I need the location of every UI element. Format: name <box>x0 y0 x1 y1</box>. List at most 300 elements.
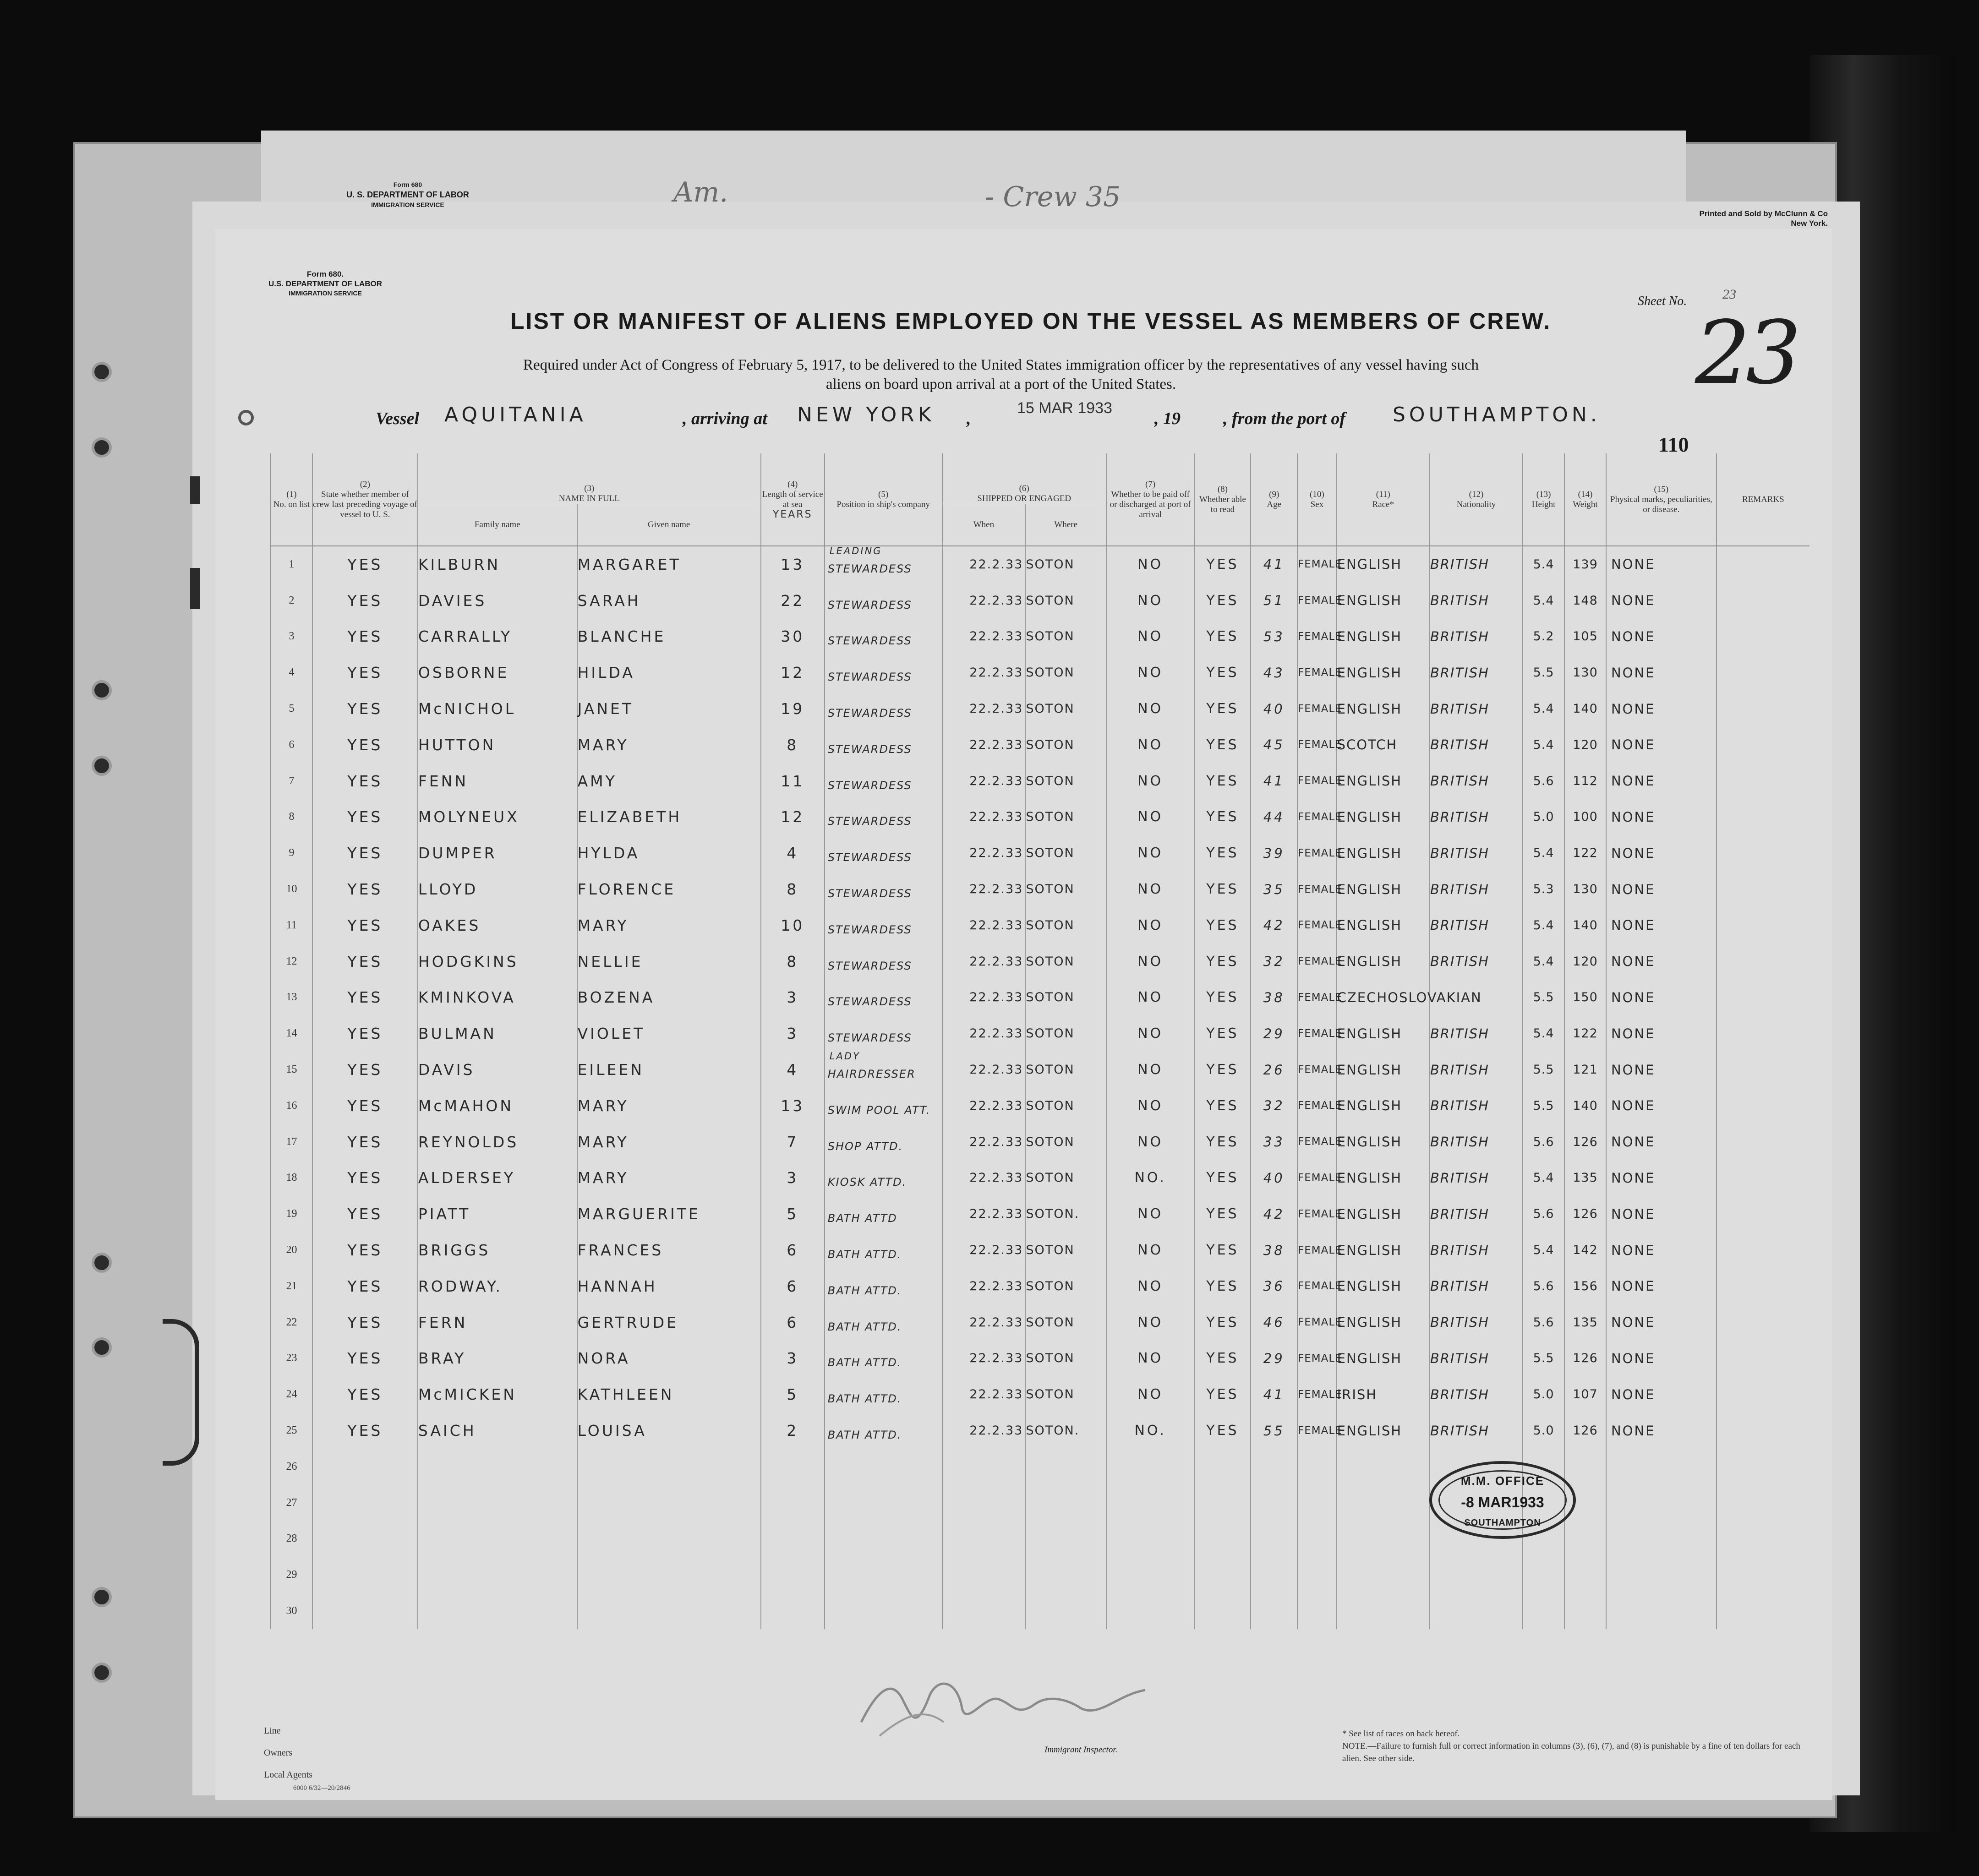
cell-able-read: YES <box>1194 619 1251 655</box>
cell-years-service: 11 <box>761 763 825 799</box>
cell-weight <box>1564 1593 1606 1629</box>
cell-family-name: HUTTON <box>418 727 577 763</box>
cell-nationality: BRITISH <box>1430 1232 1523 1268</box>
cell-years-service: 6 <box>761 1304 825 1341</box>
table-row <box>271 546 1810 583</box>
cell-given-name <box>577 1593 761 1629</box>
cell-height: 5.4 <box>1523 835 1564 871</box>
cell-given-name: LOUISA <box>577 1412 761 1449</box>
cell-race: ENGLISH <box>1337 1052 1430 1088</box>
cell-family-name: MOLYNEUX <box>418 799 577 835</box>
cell-years-service: 19 <box>761 691 825 727</box>
stamp-date: -8 MAR1933 <box>1461 1494 1544 1511</box>
cell-physical-marks <box>1606 1485 1717 1521</box>
cell-years-service: 5 <box>761 1376 825 1412</box>
cell-shipped-when: 22.2.33 <box>942 546 1026 583</box>
cell-able-read: YES <box>1194 1015 1251 1052</box>
cell-sex: FEMALE <box>1297 546 1337 583</box>
cell-physical-marks: NONE <box>1606 1015 1717 1052</box>
cell-position <box>825 1521 942 1557</box>
cell-row-number: 5 <box>271 691 312 727</box>
cell-prev-voyage: YES <box>312 1052 418 1088</box>
cell-remarks <box>1717 1376 1810 1412</box>
col-header-age: (9) Age <box>1251 453 1297 546</box>
table-row <box>271 1160 1810 1196</box>
cell-weight: 140 <box>1564 691 1606 727</box>
table-row <box>271 980 1810 1016</box>
table-row <box>271 691 1810 727</box>
position-text: BATH ATTD. <box>827 1428 902 1441</box>
cell-shipped-where: SOTON <box>1025 907 1106 943</box>
footer-owners-label: Owners <box>264 1748 293 1758</box>
position-text: BATH ATTD. <box>827 1248 902 1261</box>
cell-height: 5.5 <box>1523 1088 1564 1124</box>
cell-position <box>825 943 942 980</box>
cell-position <box>825 980 942 1016</box>
cell-years-service: 5 <box>761 1196 825 1232</box>
col-header-height: (13) Height <box>1523 453 1564 546</box>
cell-row-number: 4 <box>271 654 312 691</box>
table-row <box>271 835 1810 871</box>
cell-prev-voyage: YES <box>312 583 418 619</box>
cell-race: SCOTCH <box>1337 727 1430 763</box>
cell-height: 5.4 <box>1523 1232 1564 1268</box>
cell-age: 26 <box>1251 1052 1297 1088</box>
cell-years-service: 10 <box>761 907 825 943</box>
cell-shipped-where: SOTON <box>1025 691 1106 727</box>
cell-given-name <box>577 1557 761 1593</box>
cell-height: 5.0 <box>1523 799 1564 835</box>
cell-position <box>825 1015 942 1052</box>
cell-nationality: BRITISH <box>1430 1088 1523 1124</box>
cell-given-name: SARAH <box>577 583 761 619</box>
cell-age: 40 <box>1251 1160 1297 1196</box>
table-row <box>271 654 1810 691</box>
cell-nationality: BRITISH <box>1430 1376 1523 1412</box>
cell-given-name: MARGUERITE <box>577 1196 761 1232</box>
cell-years-service: 8 <box>761 871 825 907</box>
position-text: BATH ATTD. <box>827 1284 902 1297</box>
cell-remarks <box>1717 691 1810 727</box>
cell-paid-off: NO. <box>1106 1160 1195 1196</box>
cell-sex <box>1297 1521 1337 1557</box>
position-text: BATH ATTD <box>827 1212 897 1225</box>
cell-paid-off: NO <box>1106 691 1195 727</box>
fine-note: NOTE.—Failure to furnish full or correct information in columns (3), (6), (7), and (8) is punishable by a fine of ten dollars for each alien. See other side. <box>1342 1741 1800 1763</box>
cell-age: 32 <box>1251 943 1297 980</box>
cell-height: 5.6 <box>1523 1304 1564 1341</box>
cell-race: ENGLISH <box>1337 871 1430 907</box>
cell-row-number: 26 <box>271 1449 312 1485</box>
cell-age <box>1251 1593 1297 1629</box>
cell-given-name: AMY <box>577 763 761 799</box>
port-comma: , <box>967 409 971 428</box>
cell-paid-off: NO <box>1106 980 1195 1016</box>
cell-paid-off: NO <box>1106 583 1195 619</box>
cell-sex: FEMALE <box>1297 619 1337 655</box>
cell-position <box>825 1449 942 1485</box>
cell-row-number: 23 <box>271 1341 312 1377</box>
position-text: STEWARDESS <box>827 851 912 864</box>
inner-form-service: IMMIGRATION SERVICE <box>289 289 362 297</box>
cell-remarks <box>1717 1341 1810 1377</box>
margin-mark <box>238 410 254 425</box>
cell-given-name: EILEEN <box>577 1052 761 1088</box>
col-header-race: (11) Race* <box>1337 453 1430 546</box>
printer-note <box>1635 209 1828 228</box>
cell-able-read: YES <box>1194 799 1251 835</box>
col-header-position: (5) Position in ship's company <box>825 453 942 546</box>
cell-family-name <box>418 1485 577 1521</box>
cell-nationality: BRITISH <box>1430 907 1523 943</box>
cell-prev-voyage <box>312 1557 418 1593</box>
cell-able-read: YES <box>1194 1412 1251 1449</box>
cell-shipped-when: 22.2.33 <box>942 1304 1026 1341</box>
cell-family-name: PIATT <box>418 1196 577 1232</box>
cell-age: 36 <box>1251 1268 1297 1304</box>
cell-physical-marks: NONE <box>1606 619 1717 655</box>
table-row <box>271 1196 1810 1232</box>
cell-shipped-when: 22.2.33 <box>942 1015 1026 1052</box>
cell-race: ENGLISH <box>1337 1232 1430 1268</box>
cell-paid-off: NO <box>1106 1304 1195 1341</box>
cell-shipped-where: SOTON <box>1025 654 1106 691</box>
cell-row-number: 21 <box>271 1268 312 1304</box>
cell-height: 5.6 <box>1523 1268 1564 1304</box>
cell-race: ENGLISH <box>1337 583 1430 619</box>
cell-family-name: RODWAY. <box>418 1268 577 1304</box>
cell-given-name: MARY <box>577 1124 761 1160</box>
cell-able-read: YES <box>1194 907 1251 943</box>
cell-shipped-where <box>1025 1449 1106 1485</box>
cell-shipped-when: 22.2.33 <box>942 1268 1026 1304</box>
form-code: 6000 6/32—20/2846 <box>293 1784 350 1792</box>
cell-sex: FEMALE <box>1297 907 1337 943</box>
cell-paid-off: NO <box>1106 799 1195 835</box>
cell-nationality: BRITISH <box>1430 1304 1523 1341</box>
position-text: BATH ATTD. <box>827 1356 902 1369</box>
cell-physical-marks: NONE <box>1606 546 1717 583</box>
cell-paid-off: NO <box>1106 763 1195 799</box>
cell-family-name: CARRALLY <box>418 619 577 655</box>
cell-paid-off: NO <box>1106 1015 1195 1052</box>
cell-nationality: BRITISH <box>1430 1268 1523 1304</box>
cell-physical-marks: NONE <box>1606 727 1717 763</box>
cell-years-service: 22 <box>761 583 825 619</box>
cell-sex: FEMALE <box>1297 727 1337 763</box>
handwritten-note-right: - Crew 35 <box>985 181 1121 213</box>
cell-physical-marks: NONE <box>1606 1412 1717 1449</box>
cell-able-read: YES <box>1194 943 1251 980</box>
cell-age: 29 <box>1251 1015 1297 1052</box>
col-header-prev-voyage: (2) State whether member of crew last preceding voyage of vessel to U. S. <box>312 453 418 546</box>
cell-family-name: FENN <box>418 763 577 799</box>
cell-shipped-where: SOTON <box>1025 1232 1106 1268</box>
cell-family-name: OSBORNE <box>418 654 577 691</box>
cell-paid-off: NO <box>1106 1376 1195 1412</box>
cell-paid-off: NO <box>1106 943 1195 980</box>
cell-shipped-when: 22.2.33 <box>942 583 1026 619</box>
cell-family-name: DAVIS <box>418 1052 577 1088</box>
cell-weight <box>1564 1557 1606 1593</box>
cell-shipped-where: SOTON <box>1025 799 1106 835</box>
cell-race: ENGLISH <box>1337 1196 1430 1232</box>
table-row <box>271 799 1810 835</box>
binder-hole <box>92 1337 112 1358</box>
cell-sex: FEMALE <box>1297 1376 1337 1412</box>
cell-race: ENGLISH <box>1337 1015 1430 1052</box>
cell-family-name: SAICH <box>418 1412 577 1449</box>
position-text: STEWARDESS <box>827 815 912 828</box>
cell-remarks <box>1717 1485 1810 1521</box>
cell-row-number: 1 <box>271 546 312 583</box>
cell-given-name <box>577 1521 761 1557</box>
position-text: STEWARDESS <box>827 742 912 756</box>
cell-remarks <box>1717 583 1810 619</box>
cell-paid-off <box>1106 1485 1195 1521</box>
cell-sex: FEMALE <box>1297 980 1337 1016</box>
cell-height: 5.5 <box>1523 980 1564 1016</box>
cell-nationality <box>1430 1557 1523 1593</box>
cell-given-name: NELLIE <box>577 943 761 980</box>
cell-nationality: BRITISH <box>1430 1015 1523 1052</box>
cell-physical-marks: NONE <box>1606 1124 1717 1160</box>
mm-office-stamp <box>1429 1461 1576 1539</box>
cell-paid-off: NO <box>1106 1124 1195 1160</box>
cell-age: 44 <box>1251 799 1297 835</box>
cell-paid-off: NO <box>1106 1196 1195 1232</box>
cell-weight: 126 <box>1564 1196 1606 1232</box>
cell-age: 38 <box>1251 1232 1297 1268</box>
cell-shipped-where: SOTON <box>1025 1015 1106 1052</box>
cell-remarks <box>1717 1449 1810 1485</box>
cell-physical-marks: NONE <box>1606 1376 1717 1412</box>
cell-physical-marks <box>1606 1557 1717 1593</box>
position-text: STEWARDESS <box>827 562 912 575</box>
cell-nationality: BRITISH <box>1430 835 1523 871</box>
cell-row-number: 22 <box>271 1304 312 1341</box>
cell-nationality: BRITISH <box>1430 1412 1523 1449</box>
cell-physical-marks: NONE <box>1606 1304 1717 1341</box>
cell-race <box>1337 1593 1430 1629</box>
cell-shipped-when <box>942 1593 1026 1629</box>
table-row <box>271 1232 1810 1268</box>
table-row <box>271 1593 1810 1629</box>
cell-age: 43 <box>1251 654 1297 691</box>
cell-shipped-when: 22.2.33 <box>942 1088 1026 1124</box>
cell-sex: FEMALE <box>1297 1015 1337 1052</box>
departure-port: SOUTHAMPTON. <box>1393 403 1601 426</box>
cell-paid-off: NO <box>1106 1341 1195 1377</box>
cell-height: 5.6 <box>1523 763 1564 799</box>
cell-shipped-when: 22.2.33 <box>942 835 1026 871</box>
col-header-where: Where <box>1025 504 1106 546</box>
cell-position <box>825 1341 942 1377</box>
cell-shipped-where: SOTON <box>1025 1124 1106 1160</box>
cell-physical-marks: NONE <box>1606 1088 1717 1124</box>
cell-able-read: YES <box>1194 835 1251 871</box>
cell-row-number: 6 <box>271 727 312 763</box>
cell-row-number: 13 <box>271 980 312 1016</box>
cell-row-number: 9 <box>271 835 312 871</box>
cell-nationality: BRITISH <box>1430 871 1523 907</box>
cell-shipped-when: 22.2.33 <box>942 1124 1026 1160</box>
cell-paid-off: NO <box>1106 871 1195 907</box>
cell-sex <box>1297 1593 1337 1629</box>
cell-age: 40 <box>1251 691 1297 727</box>
cell-years-service: 30 <box>761 619 825 655</box>
cell-weight: 130 <box>1564 871 1606 907</box>
cell-shipped-where: SOTON <box>1025 1052 1106 1088</box>
footer-line-label: Line <box>264 1726 281 1736</box>
cell-physical-marks <box>1606 1521 1717 1557</box>
cell-position <box>825 1088 942 1124</box>
cell-prev-voyage: YES <box>312 799 418 835</box>
cell-position <box>825 763 942 799</box>
table-row <box>271 1088 1810 1124</box>
position-text: BATH ATTD. <box>827 1392 902 1406</box>
cell-remarks <box>1717 654 1810 691</box>
cell-age: 42 <box>1251 1196 1297 1232</box>
cell-position <box>825 619 942 655</box>
cell-shipped-where: SOTON <box>1025 763 1106 799</box>
cell-position <box>825 1196 942 1232</box>
cell-remarks <box>1717 1160 1810 1196</box>
edge-mark <box>190 568 200 609</box>
cell-family-name: BRIGGS <box>418 1232 577 1268</box>
outer-form-department: U. S. DEPARTMENT OF LABOR <box>346 190 469 199</box>
year-label: , 19 <box>1154 409 1181 428</box>
cell-row-number: 12 <box>271 943 312 980</box>
cell-age: 32 <box>1251 1088 1297 1124</box>
cell-height: 5.0 <box>1523 1376 1564 1412</box>
cell-height <box>1523 1593 1564 1629</box>
cell-position <box>825 1485 942 1521</box>
cell-paid-off: NO <box>1106 1088 1195 1124</box>
cell-given-name: MARY <box>577 1088 761 1124</box>
cell-physical-marks: NONE <box>1606 1268 1717 1304</box>
cell-shipped-when <box>942 1557 1026 1593</box>
cell-shipped-where: SOTON <box>1025 1088 1106 1124</box>
cell-shipped-when: 22.2.33 <box>942 799 1026 835</box>
cell-sex: FEMALE <box>1297 1052 1337 1088</box>
vessel-name: AQUITANIA <box>444 403 587 426</box>
cell-able-read: YES <box>1194 1052 1251 1088</box>
cell-position <box>825 1557 942 1593</box>
cell-family-name: OAKES <box>418 907 577 943</box>
table-row <box>271 943 1810 980</box>
cell-able-read <box>1194 1593 1251 1629</box>
cell-able-read: YES <box>1194 1304 1251 1341</box>
cell-remarks <box>1717 1557 1810 1593</box>
cell-prev-voyage: YES <box>312 727 418 763</box>
binder-hole <box>92 1253 112 1273</box>
cell-years-service: 13 <box>761 546 825 583</box>
position-note: LADY <box>829 1051 860 1062</box>
cell-height: 5.4 <box>1523 907 1564 943</box>
cell-prev-voyage: YES <box>312 980 418 1016</box>
handwritten-note-left: Am. <box>673 176 728 208</box>
position-text: KIOSK ATTD. <box>827 1176 907 1189</box>
cell-given-name <box>577 1449 761 1485</box>
inner-form-label: Form 680. <box>306 270 344 278</box>
cell-nationality: BRITISH <box>1430 1196 1523 1232</box>
table-row <box>271 1412 1810 1449</box>
cell-prev-voyage <box>312 1449 418 1485</box>
outer-form-label: Form 680 <box>393 181 422 188</box>
cell-prev-voyage: YES <box>312 763 418 799</box>
cell-prev-voyage: YES <box>312 1232 418 1268</box>
cell-row-number: 20 <box>271 1232 312 1268</box>
cell-height: 5.6 <box>1523 1196 1564 1232</box>
cell-family-name: HODGKINS <box>418 943 577 980</box>
cell-shipped-when: 22.2.33 <box>942 654 1026 691</box>
cell-age: 41 <box>1251 763 1297 799</box>
position-text: STEWARDESS <box>827 923 912 936</box>
vessel-line <box>376 399 1718 435</box>
cell-position <box>825 799 942 835</box>
cell-given-name: ELIZABETH <box>577 799 761 835</box>
cell-row-number: 3 <box>271 619 312 655</box>
cell-family-name <box>418 1521 577 1557</box>
cell-given-name: NORA <box>577 1341 761 1377</box>
cell-remarks <box>1717 1412 1810 1449</box>
cell-given-name: MARY <box>577 907 761 943</box>
binder-hole <box>92 362 112 382</box>
cell-shipped-when <box>942 1449 1026 1485</box>
table-row <box>271 1304 1810 1341</box>
cell-age: 38 <box>1251 980 1297 1016</box>
cell-position <box>825 1232 942 1268</box>
cell-prev-voyage: YES <box>312 1088 418 1124</box>
footer-labels <box>264 1720 312 1786</box>
cell-row-number: 30 <box>271 1593 312 1629</box>
inspector-signature <box>852 1667 1173 1740</box>
cell-physical-marks: NONE <box>1606 871 1717 907</box>
position-text: HAIRDRESSER <box>827 1067 916 1080</box>
table-row <box>271 1376 1810 1412</box>
cell-remarks <box>1717 871 1810 907</box>
cell-able-read: YES <box>1194 980 1251 1016</box>
col-header-when: When <box>942 504 1026 546</box>
cell-remarks <box>1717 907 1810 943</box>
cell-weight: 130 <box>1564 654 1606 691</box>
cell-nationality: BRITISH <box>1430 1124 1523 1160</box>
cell-age: 41 <box>1251 1376 1297 1412</box>
cell-able-read: YES <box>1194 1268 1251 1304</box>
cell-shipped-where <box>1025 1485 1106 1521</box>
cell-given-name: GERTRUDE <box>577 1304 761 1341</box>
cell-sex: FEMALE <box>1297 1412 1337 1449</box>
cell-family-name: McMAHON <box>418 1088 577 1124</box>
position-text: STEWARDESS <box>827 706 912 720</box>
cell-shipped-where <box>1025 1593 1106 1629</box>
cell-years-service: 8 <box>761 727 825 763</box>
cell-physical-marks <box>1606 1449 1717 1485</box>
cell-paid-off <box>1106 1521 1195 1557</box>
cell-nationality: BRITISH <box>1430 1160 1523 1196</box>
cell-remarks <box>1717 619 1810 655</box>
cell-years-service: 2 <box>761 1412 825 1449</box>
cell-row-number: 8 <box>271 799 312 835</box>
table-row <box>271 1341 1810 1377</box>
cell-weight: 142 <box>1564 1232 1606 1268</box>
table-row <box>271 1052 1810 1088</box>
cell-position <box>825 691 942 727</box>
cell-age: 45 <box>1251 727 1297 763</box>
binder-hole <box>92 756 112 776</box>
table-row <box>271 763 1810 799</box>
